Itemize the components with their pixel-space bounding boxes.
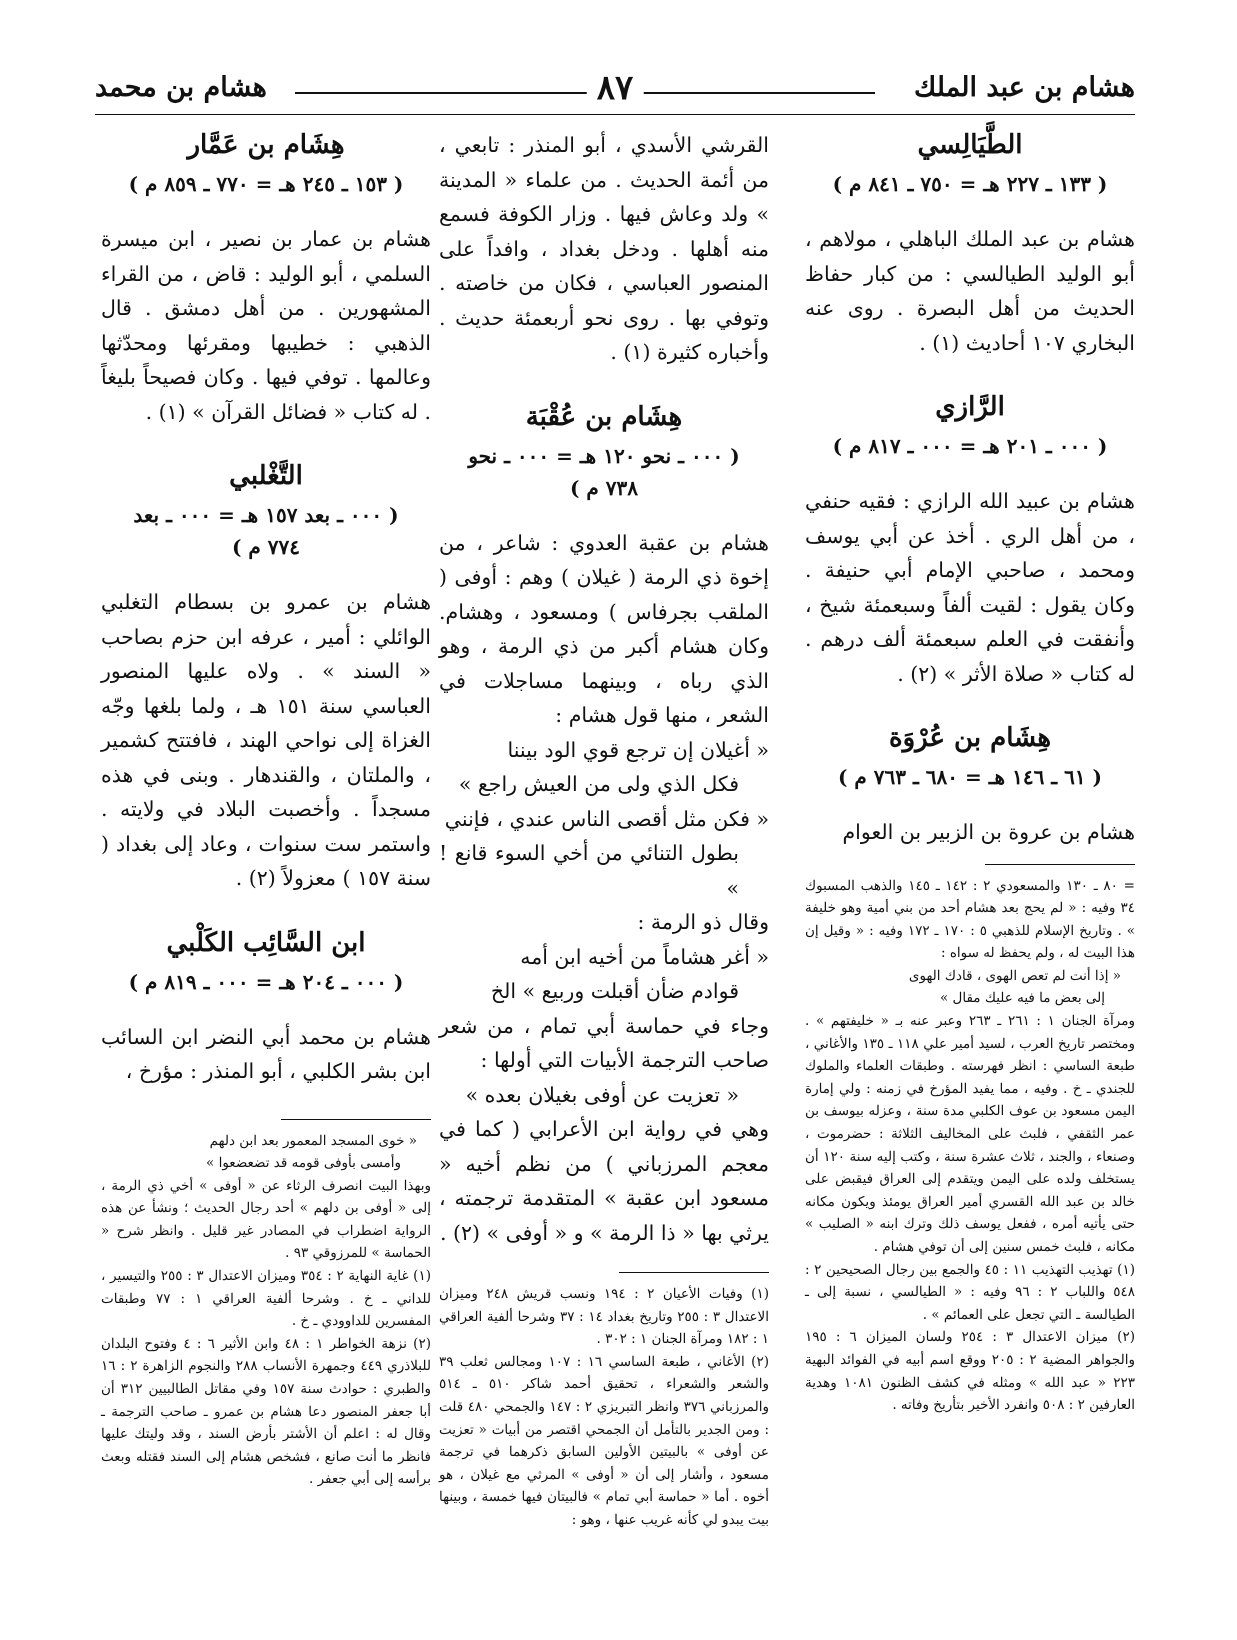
entry-body: القرشي الأسدي ، أبو المنذر : تابعي ، من أئمة الحديث . من علماء « المدينة » ولد وعاش فيها . وزار الكوفة فسمع منه أهلها . ودخل بغداد ، وافداً على المنصور العباسي ، فكان من خاصته . وتوفي بها . روى نحو أربعمئة حديث . وأخباره كثيرة (١) . <box>439 133 769 364</box>
entry-body: وجاء في حماسة أبي تمام ، من شعر صاحب الترجمة الأبيات التي أولها : <box>439 1013 769 1072</box>
page-number: ٨٧ <box>587 68 644 108</box>
footnote: (١) وفيات الأعيان ٢ : ١٩٤ ونسب قريش ٢٤٨ وميزان الاعتدال ٣ : ٢٥٥ وتاريخ بغداد ١٤ : ٣٧ وشرحا ألفية العراقي ١ : ١٨٢ ومرآة الجنان ١ : ٣٠٢ . <box>439 1286 770 1348</box>
footnote: (٢) نزهة الخواطر ١ : ٤٨ وابن الأثير ٦ : ٤ وفتوح البلدان للبلاذري ٤٤٩ وجمهرة الأنساب ٢٨٨ والنجوم الزاهرة ٢ : ١٦ والطبري : حوادث سنة ١٥٧ وفي مقاتل الطالبيين ٣١٢ أن أبا جعفر المنصور دعا هشام بن عمرو ـ صاحب الترجمة ـ وقال له : اعلم أن الأشتر بأرض السند ، وقد وليتك عليها فانظر ما أنت صانع ، فشخص هشام إلى السند فقتله وبعث برأسه إلى أبي جعفر . <box>101 1335 431 1488</box>
footnote: = ٨٠ ـ ١٣٠ والمسعودي ٢ : ١٤٢ ـ ١٤٥ والذهب المسبوك ٣٤ وفيه : « لم يحج بعد هشام أحد من بني أمية وهو خليفة » . وتاريخ الإسلام للذهبي ٥ : ١٧٠ ـ ١٧٢ وفيه : « وقيل إن هذا البيت له ، ولم يحفظ له سواه : <box>805 877 1135 962</box>
entry-dates: ( ٠٠٠ ـ بعد ١٥٧ هـ = ٠٠٠ ـ بعد <box>133 503 399 527</box>
poem-intro: وقال ذو الرمة : <box>637 910 769 934</box>
entry-title: هِشَام بن عُرْوَة <box>888 723 1052 753</box>
entry-body: هشام بن عمار بن نصير ، ابن ميسرة السلمي ، أبو الوليد : قاض ، من القراء المشهورين . من أهل دمشق . قال الذهبي : خطيبها ومقرئها ومحدّثها وعالمها . توفي فيها . وكان فصيحاً بليغاً . له كتاب « فضائل القرآن » (١) . <box>101 227 431 424</box>
poem-verse: « تعزيت عن أوفى بغيلان بعده » <box>465 1082 739 1107</box>
column-left <box>101 128 431 1491</box>
entry-dates: ( ١٥٣ ـ ٢٤٥ هـ = ٧٧٠ ـ ٨٥٩ م ) <box>128 172 404 196</box>
column-middle <box>439 128 769 1532</box>
footnote-verse: وأمسى بأوفى قومه قد تضعضعوا » <box>206 1155 401 1172</box>
entry-title: الرَّازي <box>935 392 1005 422</box>
footnote-divider <box>619 1272 769 1273</box>
footnote: (٢) ميزان الاعتدال ٣ : ٢٥٤ ولسان الميزان ٦ : ١٩٥ والجواهر المضية ٢ : ٢٠٥ ووقع اسم أبيه في الفوائد البهية ٢٢٣ « عبد الله » ومثله في كشف الظنون ١٠٨١ وهدية العارفين ٢ : ٥٠٨ وانفرد الأخير بتأريخ وفاته . <box>805 1329 1136 1414</box>
footnote: (١) غاية النهاية ٢ : ٣٥٤ وميزان الاعتدال ٣ : ٢٥٥ والتيسير ، للداني ـ خ . وشرحا ألفية العراقي ١ : ٧٧ وطبقات المفسرين للداوودي ـ خ . <box>101 1268 431 1330</box>
entry-dates: ٧٣٨ م ) <box>569 475 638 500</box>
header-right-title: هشام بن عبد الملك <box>914 72 1135 103</box>
footnote-divider <box>281 1119 431 1120</box>
footnote-verse: « خوى المسجد المعمور بعد ابن دلهم <box>209 1132 417 1149</box>
header-left-title: هشام بن محمد <box>95 72 267 103</box>
entry-title: هِشَام بن عَمَّار <box>187 130 345 160</box>
running-header <box>95 68 1135 116</box>
entry-dates: ( ١٣٣ ـ ٢٢٧ هـ = ٧٥٠ ـ ٨٤١ م ) <box>832 172 1108 196</box>
footnote-verse: إلى بعض ما فيه عليك مقال » <box>940 990 1105 1007</box>
footnote: ومرآة الجنان ١ : ٢٦١ ـ ٢٦٣ وعبر عنه بـ « خليفتهم » . ومختصر تاريخ العرب ، لسيد أمير علي ١١٨ ـ ١٣٥ والأغاني ، طبعة الساسي : انظر فهرسته . وطبقات العلماء والملوك للجندي ـ خ . وفيه ، مما يفيد المؤرخ في زمنه : ولي إمارة اليمن مسعود بن عوف الكلبي مدة سنة ، وعزله بيوسف بن عمر الثقفي ، فلبث على المخاليف الثلاثة : حضرموت ، وصنعاء ، والجند ، ثلاث عشرة سنة ، وكتب إليه سنة ١٢٠ أن يستخلف ولده على اليمن ويتقدم إلى العراق فيقبض على خالد بن عبد الله القسري أمير العراق يومئذ ويكون مكانه حتى يأتيه أمره ، ففعل يوسف ذلك وترك ابنه « الصليب » مكانه ، فلبث خمس سنين إلى أن توفي هشام . <box>805 1013 1135 1255</box>
entry-title: الطَّيَالِسي <box>917 130 1023 160</box>
poem-verse: قوادم ضأن أقبلت وربيع » الخ <box>490 979 739 1003</box>
header-divider <box>95 114 1135 115</box>
entry-body: هشام بن عقبة العدوي : شاعر ، من إخوة ذي الرمة ( غيلان ) وهم : أوفى ( الملقب بجرفاس ) ومسعود ، وهشام. وكان هشام أكبر من ذي الرمة ، وهو الذي رباه ، وبينهما مساجلات في الشعر ، منها قول هشام : <box>439 530 769 727</box>
poem-verse: « فكن مثل أقصى الناس عندي ، فإنني <box>444 806 769 831</box>
footnote: (٢) الأغاني ، طبعة الساسي ١٦ : ١٠٧ ومجالس ثعلب ٣٩ والشعر والشعراء ، تحقيق أحمد شاكر ٥١٠ ـ ٥١٤ والمرزباني ٣٧٦ وانظر التبريزي ٢ : ١٤٧ والجمحي ٤٨٠ قلت : ومن الجدير بالتأمل أن الجمحي اقتصر من أبيات « تعزيت عن أوفى » بالبيتين الأولين السابق ذكرهما في ترجمة مسعود ، وأشار إلى أن « أوفى » المرثي مع غيلان ، هو أخوه . أما « حماسة أبي تمام » فالبيتان فيها خمسة ، وبينها بيت يبدو لي كأنه غريب عنها ، وهو : <box>439 1353 769 1528</box>
footnote-verse: « إذا أنت لم تعص الهوى ، قادك الهوى <box>908 967 1121 984</box>
poem-verse: بطول التنائي من أخي السوء قانع ! » <box>439 841 739 900</box>
column-right <box>805 128 1135 1417</box>
entry-body: هشام بن محمد أبي النضر ابن السائب ابن بشر الكلبي ، أبو المنذر : مؤرخ ، <box>101 1024 431 1083</box>
entry-dates: ٧٧٤ م ) <box>231 535 300 559</box>
entry-body: هشام بن عبيد الله الرازي : فقيه حنفي ، من أهل الري . أخذ عن أبي يوسف ومحمد ، صاحبي الإمام أبي حنيفة . وكان يقول : لقيت ألفاً وسبعمئة شيخ ، وأنفقت في العلم سبعمئة ألف درهم . له كتاب « صلاة الأثر » (٢) . <box>805 489 1135 686</box>
entry-body: هشام بن عمرو بن بسطام التغلبي الوائلي : أمير ، عرفه ابن حزم بصاحب « السند » . ولاه عليها المنصور العباسي سنة ١٥١ هـ ، ولما بلغها وجّه الغزاة إلى نواحي الهند ، فافتتح كشمير ، والملتان ، والقندهار . وبنى في هذه مسجداً . وأخصبت البلاد في ولايته . واستمر ست سنوات ، وعاد إلى بغداد ( سنة ١٥٧ ) معزولاً (٢) . <box>101 590 431 890</box>
entry-title: التَّغْلبي <box>229 461 303 491</box>
entry-dates: ( ٠٠٠ ـ ٢٠٤ هـ = ٠٠٠ ـ ٨١٩ م ) <box>128 969 404 994</box>
footnote: وبهذا البيت انصرف الرثاء عن « أوفى » أخي ذي الرمة ، إلى « أوفى بن دلهم » أحد رجال الحديث ؛ ونشأ عن هذه الرواية اضطراب في المصادر غير قليل . وانظر شرح « الحماسة » للمرزوقي ٩٣ . <box>101 1177 431 1262</box>
footnote-divider <box>985 864 1135 865</box>
entry-body: وهي في رواية ابن الأعرابي ( كما في معجم المرزباني ) من نظم أخيه « مسعود ابن عقبة » المتقدمة ترجمته ، يرثي بها « ذا الرمة » و « أوفى » (٢) . <box>439 1117 769 1245</box>
entry-title: ابن السَّائِب الكَلْبي <box>166 927 366 958</box>
footnote: (١) تهذيب التهذيب ١١ : ٤٥ والجمع بين رجال الصحيحين ٢ : ٥٤٨ واللباب ٢ : ٩٦ وفيه : « الطيالسي ، نسبة إلى ـ الطيالسة ـ التي تجعل على العمائم » . <box>805 1261 1135 1323</box>
poem-verse: « أغيلان إن ترجع قوي الود بيننا <box>507 737 769 762</box>
poem-verse: « أغر هشاماً من أخيه ابن أمه <box>520 944 769 969</box>
entry-dates: ( ٠٠٠ ـ ٢٠١ هـ = ٠٠٠ ـ ٨١٧ م ) <box>832 434 1108 458</box>
header-line <box>295 92 875 94</box>
poem-verse: فكل الذي ولى من العيش راجع » <box>458 772 739 796</box>
entry-body: هشام بن عروة بن الزبير بن العوام <box>842 820 1135 844</box>
entry-title: هِشَام بن عُقْبَة <box>525 401 683 432</box>
entry-dates: ( ٠٠٠ ـ نحو ١٢٠ هـ = ٠٠٠ ـ نحو <box>468 443 740 468</box>
entry-body: هشام بن عبد الملك الباهلي ، مولاهم ، أبو الوليد الطيالسي : من كبار حفاظ الحديث من أهل البصرة . روى عنه البخاري ١٠٧ أحاديث (١) . <box>805 227 1135 355</box>
entry-dates: ( ٦١ ـ ١٤٦ هـ = ٦٨٠ ـ ٧٦٣ م ) <box>837 765 1103 789</box>
